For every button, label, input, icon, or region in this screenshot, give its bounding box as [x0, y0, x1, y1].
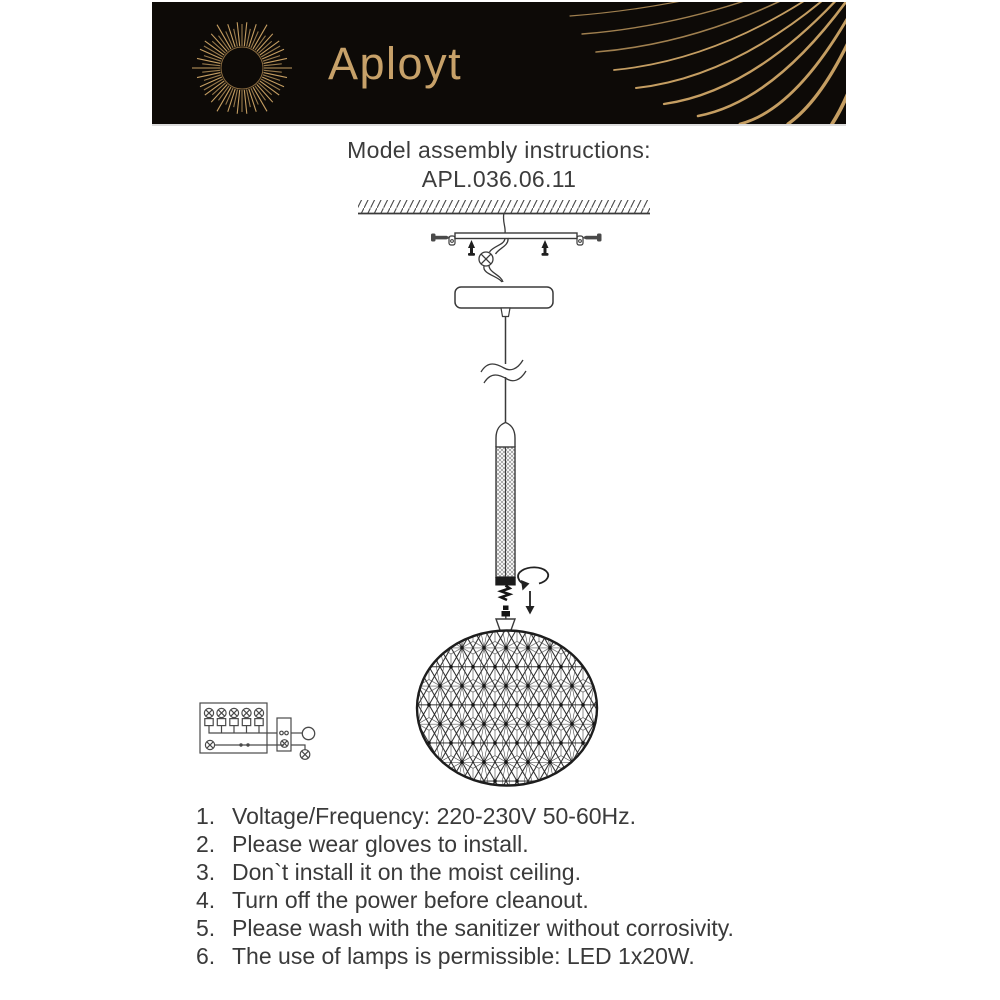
rotation-arrow-icon: [518, 567, 548, 590]
list-item: 2. Please wear gloves to install.: [196, 831, 529, 857]
cord-break-icon: [481, 360, 526, 383]
assembly-diagram: [150, 190, 850, 805]
wiring-diagram: [200, 703, 315, 759]
bracket-screws-vertical-icon: [468, 240, 549, 256]
twisted-wire-connector: [479, 213, 508, 282]
title-block: [152, 136, 846, 194]
sphere-shade: [417, 631, 597, 786]
list-item: 1. Voltage/Frequency: 220-230V 50-60Hz.: [196, 803, 637, 829]
list-item: 3. Don`t install it on the moist ceiling.: [196, 859, 581, 885]
terminal-screw-icon: [204, 708, 263, 725]
lamp-symbol-icon: [302, 727, 314, 739]
canopy: [455, 287, 553, 317]
decorative-tube: [495, 423, 515, 601]
bracket-screw-right-icon: [582, 234, 602, 242]
brand-header: [152, 2, 846, 124]
connector-pin-icon: [502, 606, 511, 617]
instructions-list: [196, 802, 734, 970]
brand-name: Aployt: [328, 38, 463, 89]
lamp-socket: [496, 617, 515, 632]
list-item: 4. Turn off the power before cleanout.: [196, 887, 589, 913]
bracket-screw-left-icon: [431, 234, 451, 242]
list-item: 5. Please wash with the sanitizer without corrosivity.: [196, 915, 734, 941]
connector-box: [277, 718, 291, 751]
ground-screw-icon: [300, 750, 310, 760]
down-arrow-icon: [526, 591, 535, 615]
model-number: APL.036.06.11: [421, 166, 577, 192]
ceiling: [358, 200, 650, 214]
mounting-bracket: [449, 233, 583, 245]
list-item: 6. The use of lamps is permissible: LED 1x20W.: [196, 943, 695, 969]
page-title: Model assembly instructions:: [347, 137, 651, 163]
rays-decoration-icon: [152, 2, 846, 124]
